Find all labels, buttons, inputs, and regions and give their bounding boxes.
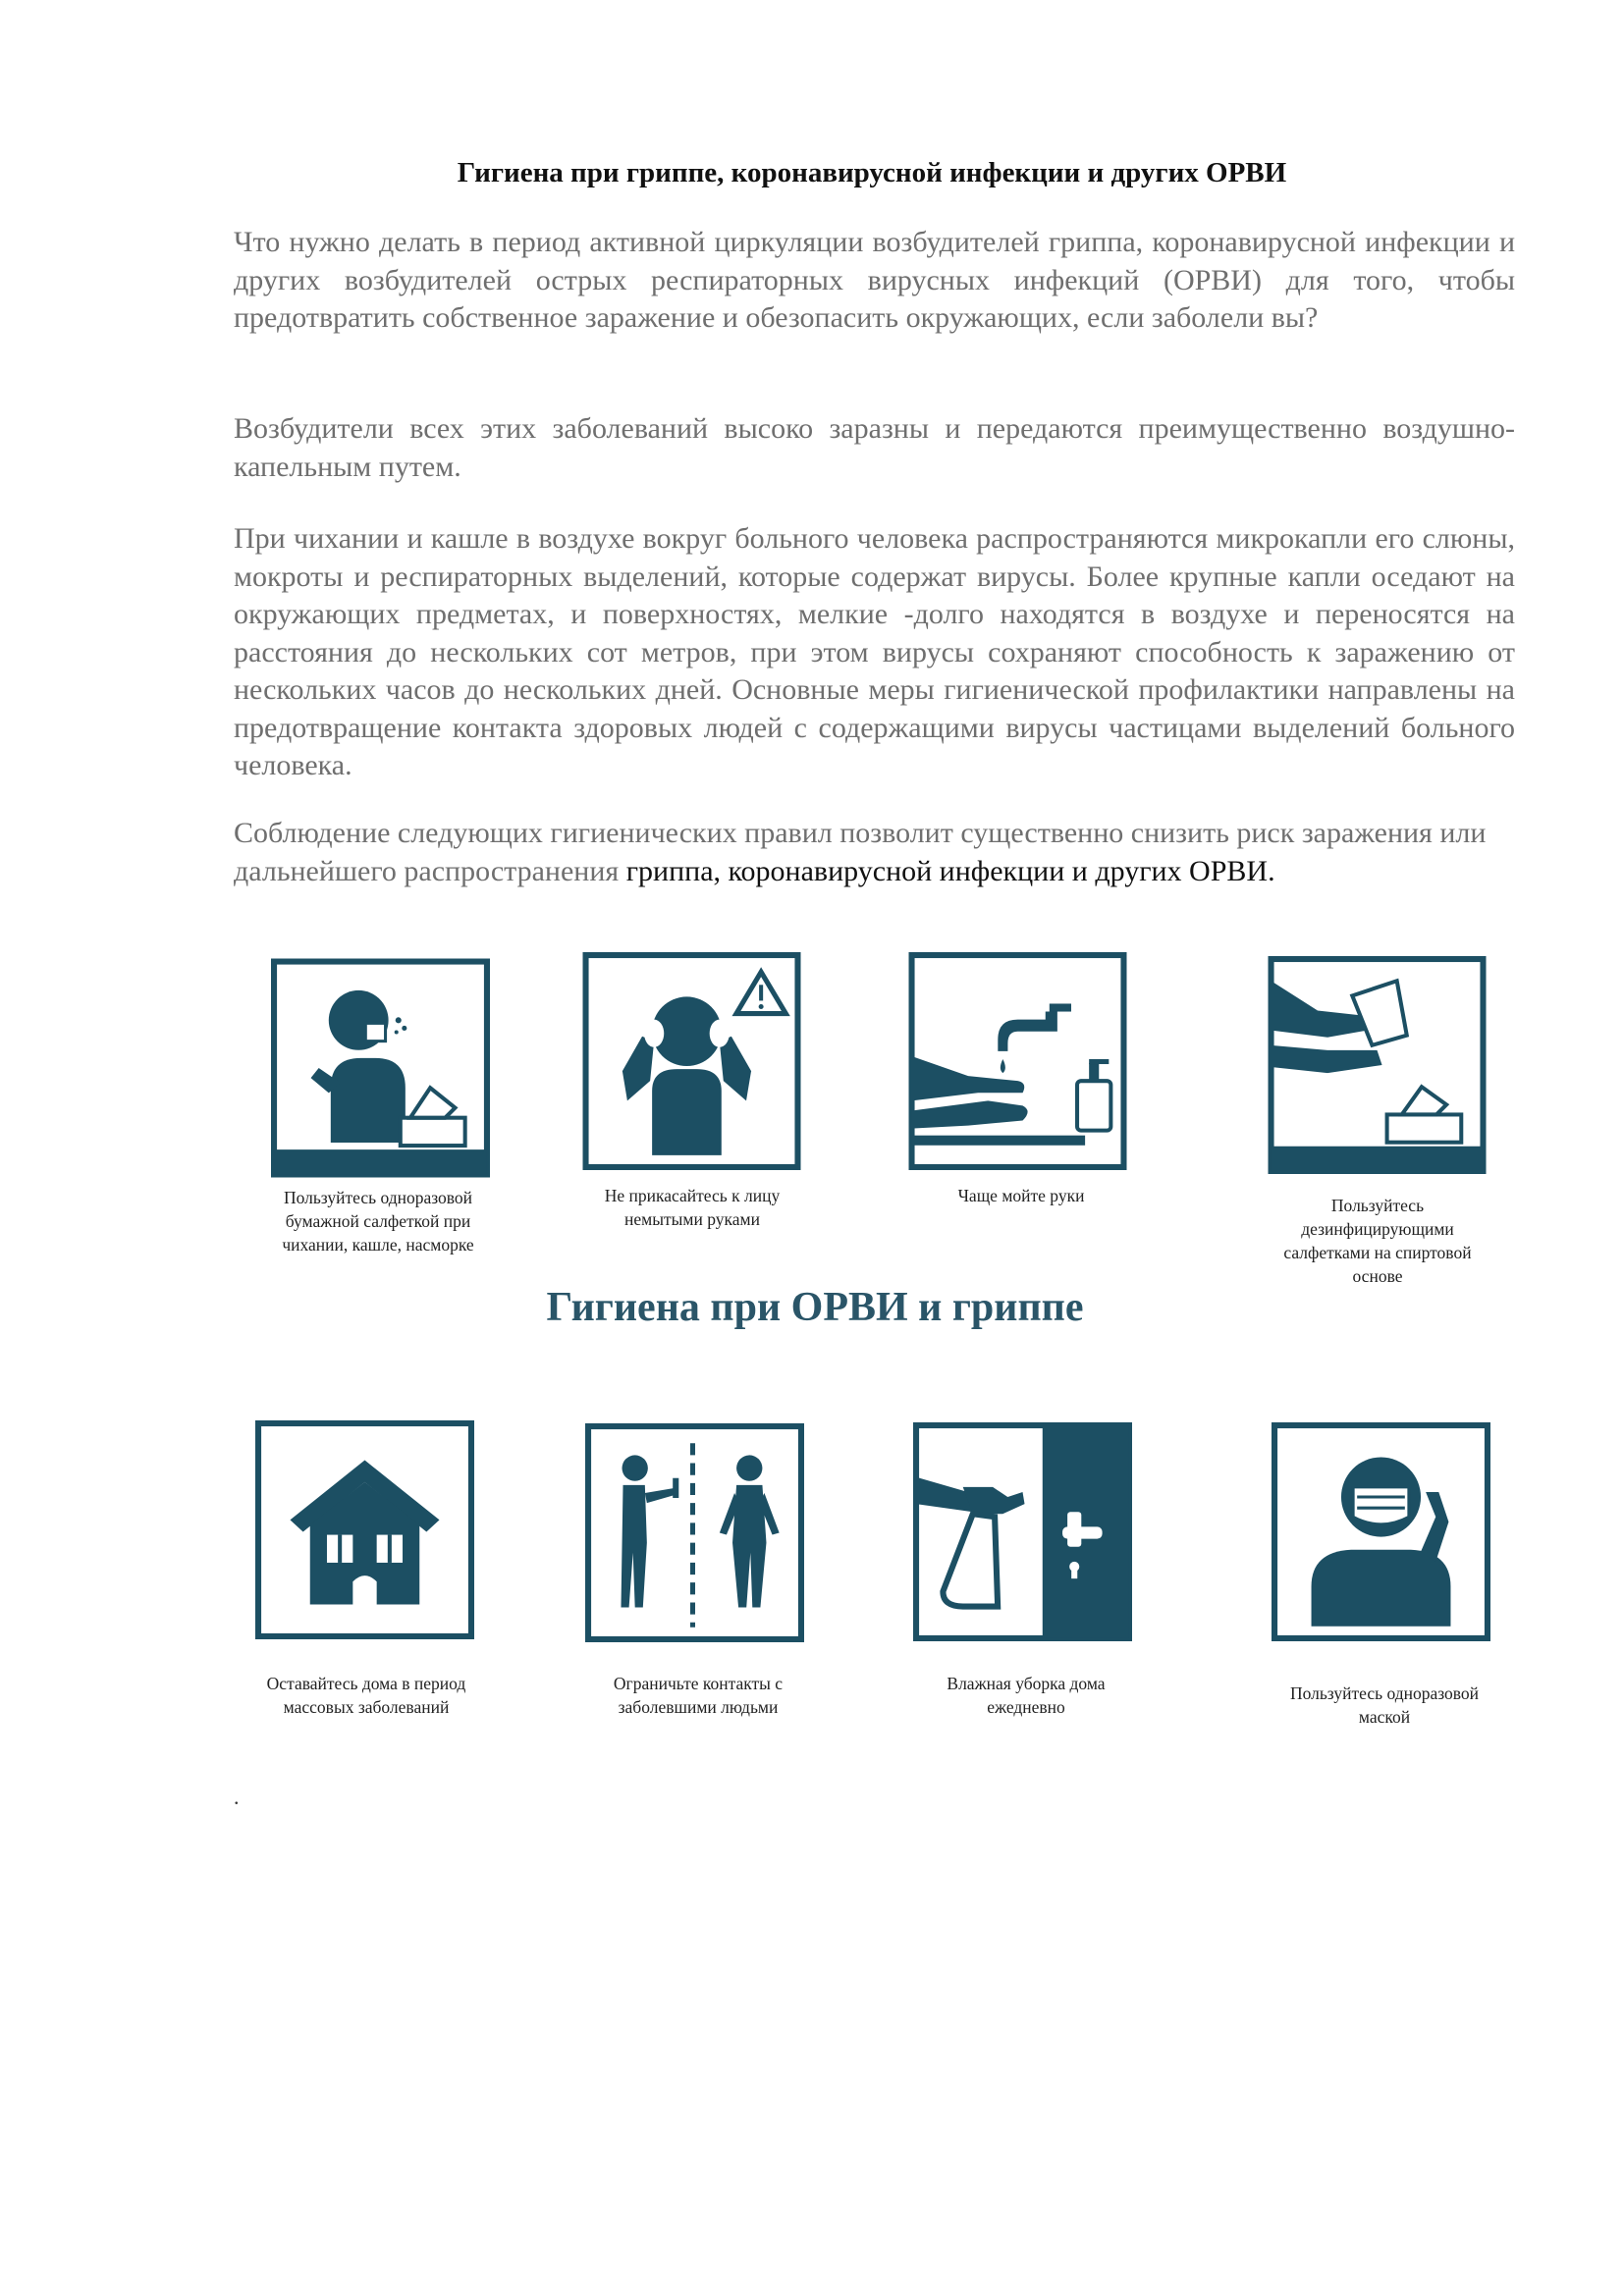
caption-dont-touch-face: Не прикасайтесь к лицу немытыми руками: [604, 1186, 781, 1229]
infographic-heading: Гигиена при ОРВИ и гриппе: [546, 1285, 1084, 1330]
caption-wet-cleaning: Влажная уборка дома ежедневно: [947, 1674, 1106, 1717]
stay-home-icon: [255, 1420, 474, 1639]
paragraph-rules: [234, 815, 1515, 890]
disinfecting-wipes-icon: [1268, 956, 1487, 1174]
caption-limit-contacts: Ограничьте контакты с заболевшими людьми: [613, 1674, 784, 1717]
caption-wash-hands: Чаще мойте руки: [957, 1186, 1085, 1205]
document-title: Гигиена при гриппе, коронавирусной инфекции и других ОРВИ: [457, 157, 1287, 188]
trailing-mark: .: [234, 1785, 240, 1809]
caption-stay-home: Оставайтесь дома в период массовых заболеваний: [266, 1674, 466, 1717]
wash-hands-icon: [908, 952, 1127, 1170]
caption-disinfecting-wipes: Пользуйтесь дезинфицирующими салфетками на спиртовой основе: [1283, 1196, 1472, 1286]
limit-contacts-icon: [585, 1423, 804, 1642]
paragraph-rules-text: Соблюдение следующих гигиенических правил позволит существенно снизить риск заражения или дальнейшего распространения: [234, 817, 1487, 887]
paragraph-rules-highlight: гриппа, коронавирусной инфекции и других ОРВИ: [625, 854, 1269, 887]
wet-cleaning-icon: [913, 1422, 1132, 1641]
paragraph-rules-end: .: [1268, 854, 1275, 887]
face-mask-icon: [1272, 1422, 1490, 1641]
caption-face-mask: Пользуйтесь одноразовой маской: [1289, 1683, 1480, 1727]
paragraph-intro: Что нужно делать в период активной циркуляции возбудителей гриппа, коронавирусной инфекции и других возбудителей острых респираторных вирусных инфекций (ОРВИ) для того, чтобы предотвратить собственное заражение и обезопасить окружающих, если заболели вы?: [234, 226, 1515, 334]
sneeze-tissue-icon: [271, 958, 490, 1178]
dont-touch-face-icon: [581, 952, 802, 1170]
paragraph-transmission: Возбудители всех этих заболеваний высоко заразны и передаются преимущественно воздушно-капельным путем.: [234, 412, 1515, 483]
paragraph-droplets: При чихании и кашле в воздухе вокруг больного человека распространяются микрокапли его слюны, мокроты и респираторных выделений, которые содержат вирусы. Более крупные капли оседают на окружающих предметах, и поверхностях, мелкие -долго находятся в воздухе и переносятся на расстояния до нескольких сот метров, при этом вирусы сохраняют способность к заражению от нескольких часов до нескольких дней. Основные меры гигиенической профилактики направлены на предотвращение контакта здоровых людей с содержащими вирусы частицами выделений больного человека.: [234, 522, 1515, 781]
caption-sneeze-tissue: Пользуйтесь одноразовой бумажной салфеткой при чихании, кашле, насморке: [282, 1188, 474, 1255]
